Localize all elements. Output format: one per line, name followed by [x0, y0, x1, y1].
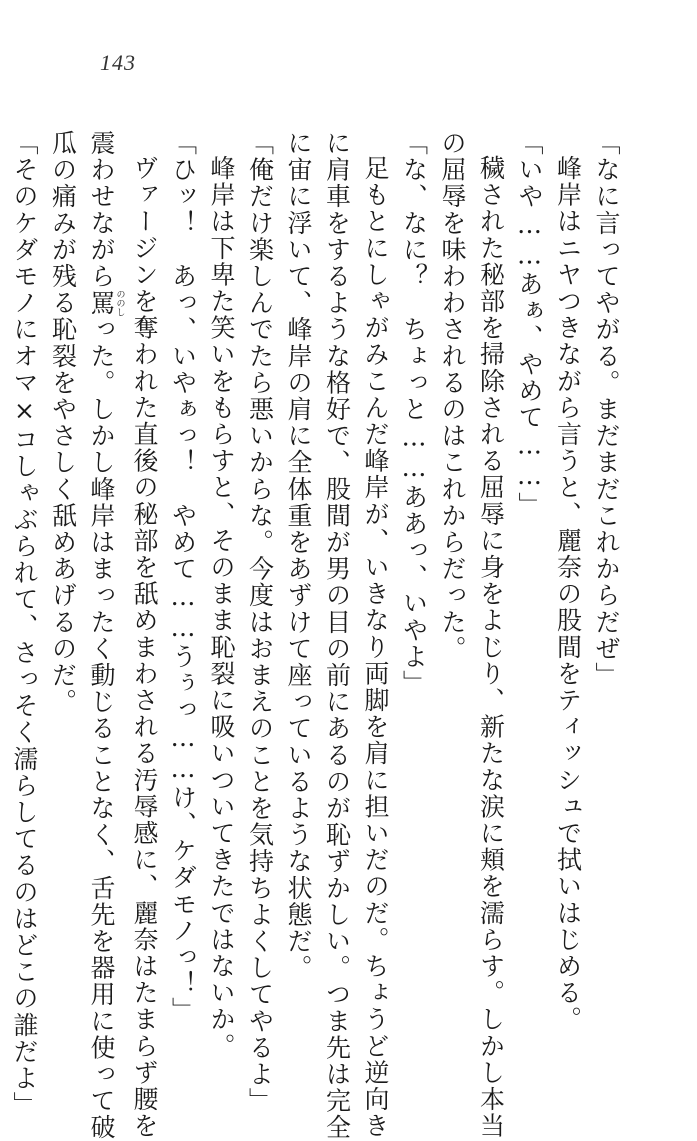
vertical-text-body: [5, 130, 626, 1141]
text-line: 「俺だけ楽しんでたら悪いからな。今度はおまえのことを気持ちよくしてやるよ」: [245, 130, 275, 1115]
text-line: の屈辱を味わわされるのはこれからだった。: [438, 130, 467, 662]
ruby-reading: ののし: [114, 289, 125, 317]
text-line: に宙に浮いて、峰岸の肩に全体重をあずけて座っているような状態だ。: [284, 130, 313, 982]
text-line: 「なに言ってやがる。まだまだこれからだぜ」: [592, 130, 621, 689]
text-line: 穢された秘部を掃除される屈辱に身をよじり、新たな涙に頬を濡らす。しかし本当: [476, 155, 506, 1140]
text-line: 瓜の痛みが残る恥裂をやさしく舐めあげるのだ。: [48, 130, 78, 716]
text-line: に肩車をするような格好で、股間が男の目の前にあるのが恥ずかしい。つま先は完全: [322, 130, 352, 1141]
text-line: 峰岸は下卑た笑いをもらすと、そのまま恥裂に吸いついてきたではないか。: [207, 155, 236, 1060]
text-line: 「そのケダモノにオマ×コしゃぶられて、さっそく濡らしてるのはどこの誰だよ」: [10, 130, 39, 1119]
text-line: 「な、なに？ ちょっと……ああっ、いやよ」: [399, 130, 429, 697]
ruby-annotation: 罵ののし: [87, 289, 125, 317]
text-line: ヴァージンを奪われた直後の秘部を舐めまわされる汚辱感に、麗奈はたまらず腰を: [130, 155, 159, 1140]
text-line: 「ひッ！ あっ、いやぁっ！ やめて……うぅっ……け、ケダモノっ！」: [168, 130, 198, 1024]
text-line: 「いや……あぁ、やめて……」: [515, 130, 544, 519]
text-line: 峰岸はニヤつきながら言うと、麗奈の股間をティッシュで拭いはじめる。: [553, 155, 583, 1033]
text-line-with-ruby: 震わせながら罵ののしった。しかし峰岸はまったく動じることなく、舌先を器用に使って破: [87, 130, 125, 1141]
text-line: 足もとにしゃがみこんだ峰岸が、いきなり両脚を肩に担いだのだ。ちょうど逆向き: [361, 155, 390, 1140]
page-number: 143: [100, 50, 136, 75]
